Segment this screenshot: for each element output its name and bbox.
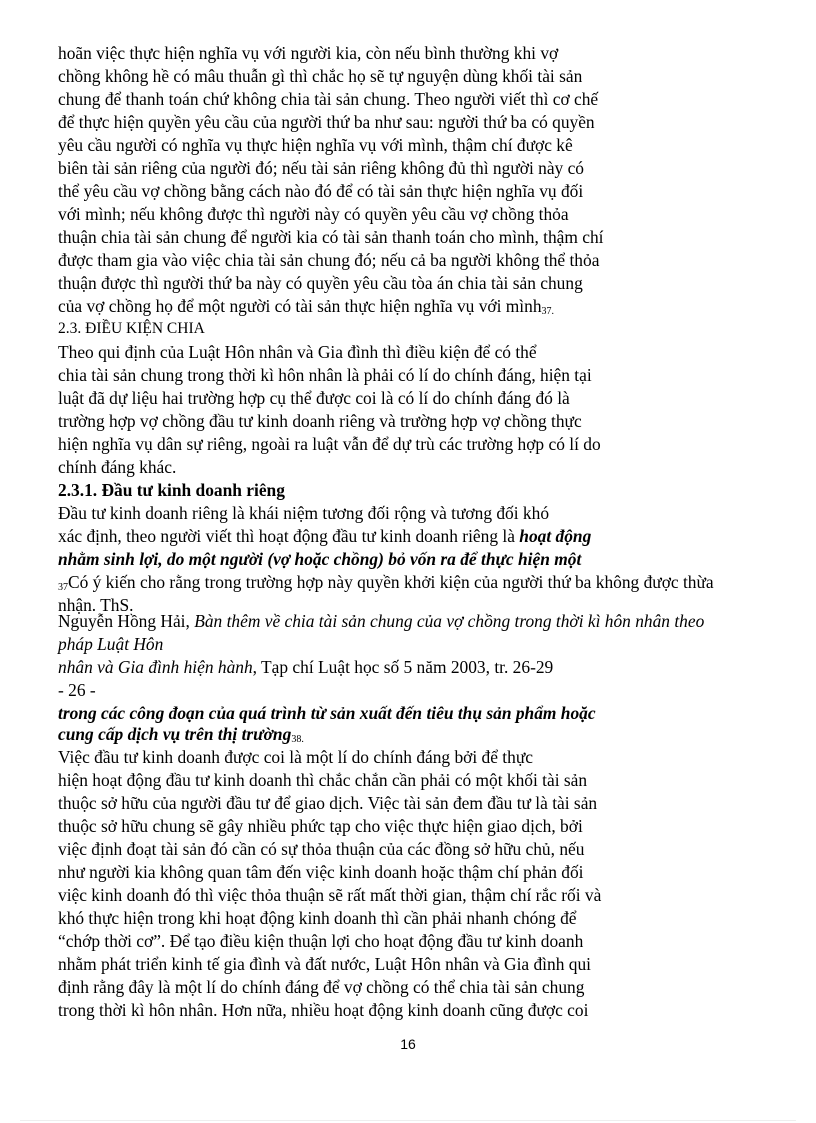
page-bottom-divider xyxy=(20,1120,796,1121)
body-line: Việc đầu tư kinh doanh được coi là một lí do chính đáng bởi để thực xyxy=(58,747,533,767)
body-line: yêu cầu người có nghĩa vụ thực hiện nghĩa vụ với mình, thậm chí được kê xyxy=(58,135,573,155)
emphasis-line: trong các công đoạn của quá trình từ sản xuất đến tiêu thụ sản phẩm hoặc xyxy=(58,703,596,723)
footnote-title: pháp Luật Hôn xyxy=(58,634,164,654)
body-line: Đầu tư kinh doanh riêng là khái niệm tương đối rộng và tương đối khó xyxy=(58,503,550,523)
footnote-mark: 37 xyxy=(58,582,68,593)
body-line: trường hợp vợ chồng đầu tư kinh doanh riêng và trường hợp vợ chồng thực xyxy=(58,411,582,431)
body-text: xác định, theo người viết thì hoạt động đầu tư kinh doanh riêng là xyxy=(58,526,520,546)
footnote-line xyxy=(58,656,553,678)
body-line: thuộc sở hữu của người đầu tư để giao dịch. Việc tài sản đem đầu tư là tài sản xyxy=(58,793,598,813)
footnote-author: Nguyễn Hồng Hải, xyxy=(58,611,195,631)
body-line: thuận được thì người thứ ba này có quyền yêu cầu tòa án chia tài sản chung xyxy=(58,273,583,293)
body-line: trong thời kì hôn nhân. Hơn nữa, nhiều hoạt động kinh doanh cũng được coi xyxy=(58,1000,589,1020)
page-number: 16 xyxy=(400,1036,416,1052)
footnote-ref-37[interactable]: 37. xyxy=(541,306,555,317)
body-line: hiện nghĩa vụ dân sự riêng, ngoài ra luật vẫn để dự trù các trường hợp có lí do xyxy=(58,434,601,454)
footnote-title: Bàn thêm về chia tài sản chung của vợ chồng trong thời kì hôn nhân theo xyxy=(194,611,705,631)
emphasis-line: nhằm sinh lợi, do một người (vợ hoặc chồng) bỏ vốn ra để thực hiện một xyxy=(58,549,582,569)
body-line: thể yêu cầu vợ chồng bằng cách nào đó để có tài sản thực hiện nghĩa vụ đối xyxy=(58,181,584,201)
body-line: với mình; nếu không được thì người này có quyền yêu cầu vợ chồng thỏa xyxy=(58,204,569,224)
footnote-line xyxy=(58,610,704,632)
section-heading: 2.3. ĐIỀU KIỆN CHIA xyxy=(58,320,205,337)
inner-page-marker: - 26 - xyxy=(58,680,96,700)
body-line: khó thực hiện trong khi hoạt động kinh doanh thì cần phải nhanh chóng để xyxy=(58,908,577,928)
body-line: việc định đoạt tài sản đó cần có sự thỏa thuận của các đồng sở hữu chủ, nếu xyxy=(58,839,585,859)
body-text: của vợ chồng họ để một người có tài sản thực hiện nghĩa vụ với mình xyxy=(58,296,542,316)
body-line: luật đã dự liệu hai trường hợp cụ thể được coi là có lí do chính đáng đó là xyxy=(58,388,570,408)
body-line: thuộc sở hữu chung sẽ gây nhiều phức tạp cho việc thực hiện giao dịch, bởi xyxy=(58,816,583,836)
footnote-line: nhận. ThS. xyxy=(58,595,134,615)
body-line: chồng không hề có mâu thuẫn gì thì chắc họ sẽ tự nguyện dùng khối tài sản xyxy=(58,66,583,86)
body-line: chính đáng khác. xyxy=(58,457,177,477)
body-line: việc kinh doanh đó thì việc thỏa thuận sẽ rất mất thời gian, thậm chí rắc rối và xyxy=(58,885,602,905)
body-line: chung để thanh toán chứ không chia tài sản chung. Theo người viết thì cơ chế xyxy=(58,89,599,109)
emphasis-text: hoạt động xyxy=(519,526,592,546)
body-line: để thực hiện quyền yêu cầu của người thứ ba như sau: người thứ ba có quyền xyxy=(58,112,595,132)
body-line: biên tài sản riêng của người đó; nếu tài sản riêng không đủ thì người này có xyxy=(58,158,584,178)
footnote-37 xyxy=(58,571,714,599)
body-line: được tham gia vào việc chia tài sản chung đó; nếu cả ba người không thể thỏa xyxy=(58,250,600,270)
subsection-heading: 2.3.1. Đầu tư kinh doanh riêng xyxy=(58,480,285,500)
body-line: hiện hoạt động đầu tư kinh doanh thì chắc chắn cần phải có một khối tài sản xyxy=(58,770,588,790)
body-line: Theo qui định của Luật Hôn nhân và Gia đình thì điều kiện để có thể xyxy=(58,342,537,362)
footnote-source: , Tạp chí Luật học số 5 năm 2003, tr. 26-29 xyxy=(252,657,554,677)
emphasis-text: cung cấp dịch vụ trên thị trường xyxy=(58,724,292,744)
body-line: nhằm phát triển kinh tế gia đình và đất nước, Luật Hôn nhân và Gia đình qui xyxy=(58,954,591,974)
body-line: như người kia không quan tâm đến việc kinh doanh hoặc thậm chí phản đối xyxy=(58,862,584,882)
body-line: chia tài sản chung trong thời kì hôn nhân là phải có lí do chính đáng, hiện tại xyxy=(58,365,592,385)
footnote-ref-38[interactable]: 38. xyxy=(291,734,304,745)
body-line: thuận chia tài sản chung để người kia có tài sản thanh toán cho mình, thậm chí xyxy=(58,227,604,247)
footnote-text: Có ý kiến cho rằng trong trường hợp này quyền khởi kiện của người thứ ba không được thừa xyxy=(68,572,714,592)
body-line xyxy=(58,525,591,547)
footnote-title: nhân và Gia đình hiện hành xyxy=(58,657,253,677)
body-line: hoãn việc thực hiện nghĩa vụ với người kia, còn nếu bình thường khi vợ xyxy=(58,43,559,63)
body-line: định rằng đây là một lí do chính đáng để vợ chồng có thể chia tài sản chung xyxy=(58,977,585,997)
body-line: “chớp thời cơ”. Để tạo điều kiện thuận lợi cho hoạt động đầu tư kinh doanh xyxy=(58,931,584,951)
